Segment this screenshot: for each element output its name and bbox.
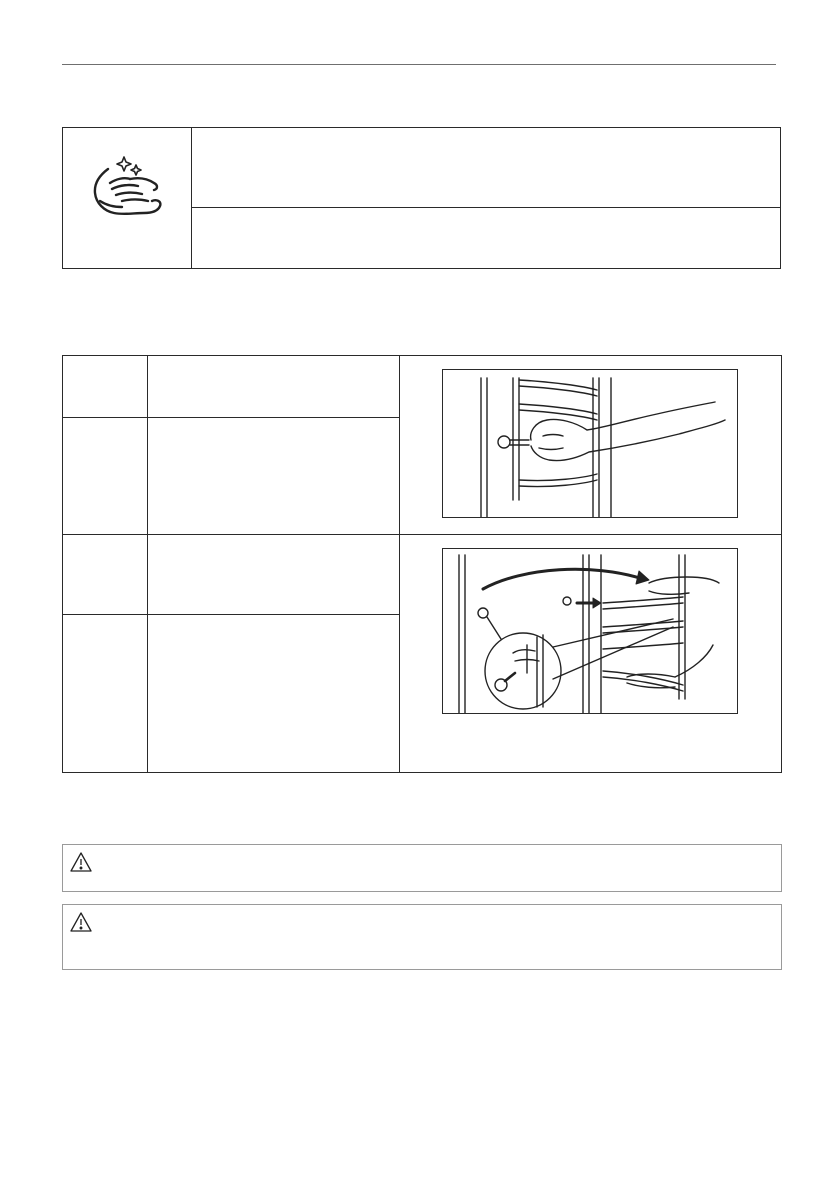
- step-number: [63, 418, 147, 534]
- step-text: [148, 535, 399, 614]
- table-divider: [399, 356, 400, 772]
- warning-triangle-icon: [69, 911, 93, 933]
- step-text: [148, 418, 399, 534]
- step-number: [63, 356, 147, 417]
- warning-box: [62, 844, 782, 892]
- step-text: [148, 615, 399, 772]
- shelf-support-install-illustration: [442, 548, 738, 714]
- cleaning-icon-cell: [63, 128, 192, 268]
- warning-triangle-icon: [69, 851, 93, 873]
- cleaning-table: [62, 127, 781, 269]
- header-rule: [62, 64, 776, 65]
- shelf-support-pull-illustration: [442, 369, 738, 518]
- cleaning-row-1: [192, 128, 780, 208]
- wiping-hand-icon: [86, 153, 168, 225]
- cleaning-row-2: [192, 209, 780, 268]
- step-text: [148, 356, 399, 417]
- step-number: [63, 535, 147, 614]
- warning-box: [62, 904, 782, 970]
- step-number: [63, 615, 147, 772]
- shelf-support-steps-table: [62, 355, 782, 773]
